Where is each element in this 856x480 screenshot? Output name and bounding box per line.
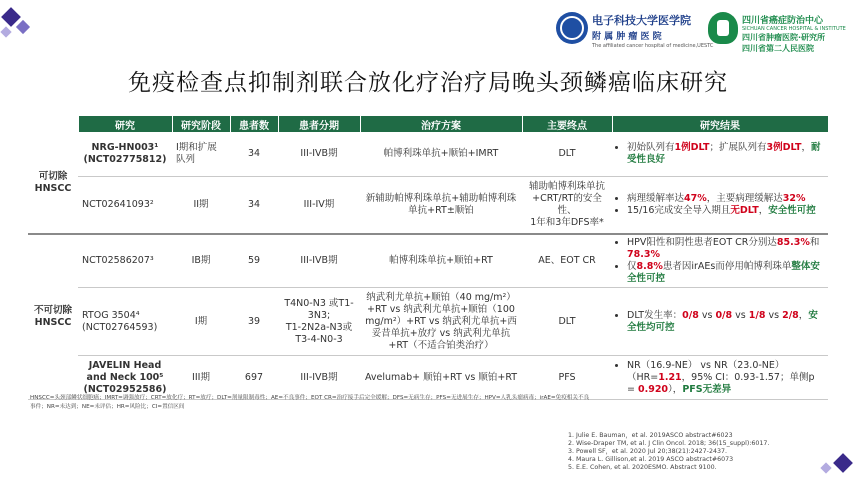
reference-item: 5. E.E. Cohen, et al. 2020ESMO. Abstract 9100. — [576, 464, 840, 472]
study-phase: IB期 — [172, 234, 230, 288]
table-row — [28, 288, 828, 356]
reference-item: 1. Julie E. Bauman，et al. 2019ASCO abstract#6023 — [576, 432, 840, 440]
patient-count: 59 — [230, 234, 278, 288]
table-row — [28, 132, 828, 176]
table-row — [28, 176, 828, 234]
reference-item: 2. Wise-Draper TM, et al. J Clin Oncol. 2018; 36(15_suppl):6017. — [576, 440, 840, 448]
header-n: 患者数 — [230, 116, 278, 132]
result: • 初始队列有1例DLT；扩展队列有3例DLT，耐受性良好 — [612, 132, 828, 176]
reference-item: 3. Powell SF，et al. 2020 Jul 20;38(21):2427-2437. — [576, 448, 840, 456]
abbreviations-footnote: HNSCC=头颈部鳞状细胞癌；IMRT=调强放疗；CRT=放化疗；RT=放疗；DLT=剂量限制毒性；AE=不良事件；EOT CR=治疗接手后完全缓解；DFS=无病生存；PFS=无进展生存；HPV=人乳头瘤病毒；irAE=免疫相关不良事件；NR=未达到；NE=未评估；HR=风险比；CI=置信区间 — [30, 395, 590, 410]
header-regimen: 治疗方案 — [360, 116, 522, 132]
endpoint: AE、EOT CR — [522, 234, 612, 288]
decor-square — [16, 20, 30, 34]
header-phase: 研究阶段 — [172, 116, 230, 132]
regimen: 帕博利珠单抗+顺铂+IMRT — [360, 132, 522, 176]
regimen: Avelumab+ 顺铂+RT vs 顺铂+RT — [360, 356, 522, 400]
endpoint: DLT — [522, 288, 612, 356]
decor-square — [0, 26, 11, 37]
uestc-logo-text: 电子科技大学医学院 附 属 肿 瘤 医 院 The affiliated cancer hospital of medicine,UESTC — [592, 14, 714, 49]
patient-stage: T4N0-N3 或T1-3N3; T1-2N2a-N3或T3-4-N0-3 — [278, 288, 360, 356]
study-name: NCT02641093² — [78, 176, 172, 234]
clinical-trials-table — [28, 116, 829, 400]
group-label-unresectable: 不可切除 HNSCC — [28, 234, 78, 400]
patient-count: 39 — [230, 288, 278, 356]
study-name: NCT02586207³ — [78, 234, 172, 288]
study-phase: II期 — [172, 176, 230, 234]
page-title: 免疫检查点抑制剂联合放化疗治疗局晚头颈鳞癌临床研究 — [128, 70, 728, 96]
study-name: JAVELIN Head and Neck 100⁵ (NCT02952586) — [78, 356, 172, 400]
reference-item: 4. Maura L. Gillison,et al. 2019 ASCO abstract#6073 — [576, 456, 840, 464]
endpoint: PFS — [522, 356, 612, 400]
header-study: 研究 — [78, 116, 172, 132]
patient-stage: III-IV期 — [278, 176, 360, 234]
header-group — [28, 116, 78, 132]
result: • NR（16.9-NE） vs NR（23.0-NE）（HR=1.21，95% CI：0.93-1.57；单侧p = 0.920），PFS无差异 — [612, 356, 828, 400]
header-stage: 患者分期 — [278, 116, 360, 132]
patient-stage: III-IVB期 — [278, 234, 360, 288]
table-row — [28, 234, 828, 288]
regimen: 帕博利珠单抗+顺铂+RT — [360, 234, 522, 288]
table-header-row — [28, 116, 828, 132]
result: • 病理缓解率达47%，主要病理缓解达32% • 15/16完成安全导入期且无DLT，安全性可控 — [612, 176, 828, 234]
study-name: RTOG 3504⁴ (NCT02764593) — [78, 288, 172, 356]
group-label-resectable: 可切除 HNSCC — [28, 132, 78, 234]
references — [560, 432, 840, 472]
endpoint: DLT — [522, 132, 612, 176]
uestc-logo-icon — [556, 12, 588, 44]
study-phase: III期 — [172, 356, 230, 400]
patient-count: 34 — [230, 132, 278, 176]
result: • DLT发生率：0/8 vs 0/8 vs 1/8 vs 2/8，安全性均可控 — [612, 288, 828, 356]
endpoint: 辅助帕博利珠单抗+CRT/RT的安全性、 1年和3年DFS率* — [522, 176, 612, 234]
patient-stage: III-IVB期 — [278, 132, 360, 176]
sichuan-cancer-logo-icon — [708, 12, 738, 44]
sichuan-cancer-logo-text: 四川省癌症防治中心 SICHUAN CANCER HOSPITAL & INSTITUTE 四川省肿瘤医院·研究所 四川省第二人民医院 — [742, 16, 846, 53]
study-phase: I期和扩展队列 — [172, 132, 230, 176]
table-row — [28, 356, 828, 400]
patient-count: 697 — [230, 356, 278, 400]
study-name: NRG-HN003¹ (NCT02775812) — [78, 132, 172, 176]
study-phase: I期 — [172, 288, 230, 356]
patient-stage: III-IVB期 — [278, 356, 360, 400]
patient-count: 34 — [230, 176, 278, 234]
regimen: 纳武利尤单抗+顺铂（40 mg/m²）+RT vs 纳武利尤单抗+顺铂（100 mg/m²）+RT vs 纳武利尤单抗+西妥昔单抗+放疗 vs 纳武利尤单抗+RT（不适合铂类治疗） — [360, 288, 522, 356]
header-result: 研究结果 — [612, 116, 828, 132]
header-endpoint: 主要终点 — [522, 116, 612, 132]
result: • HPV阳性和阴性患者EOT CR分别达85.3%和78.3% • 仅8.8%患者因irAEs而停用帕博利珠单整体安全性可控 — [612, 234, 828, 288]
regimen: 新辅助帕博利珠单抗+辅助帕博利珠单抗+RT±顺铂 — [360, 176, 522, 234]
